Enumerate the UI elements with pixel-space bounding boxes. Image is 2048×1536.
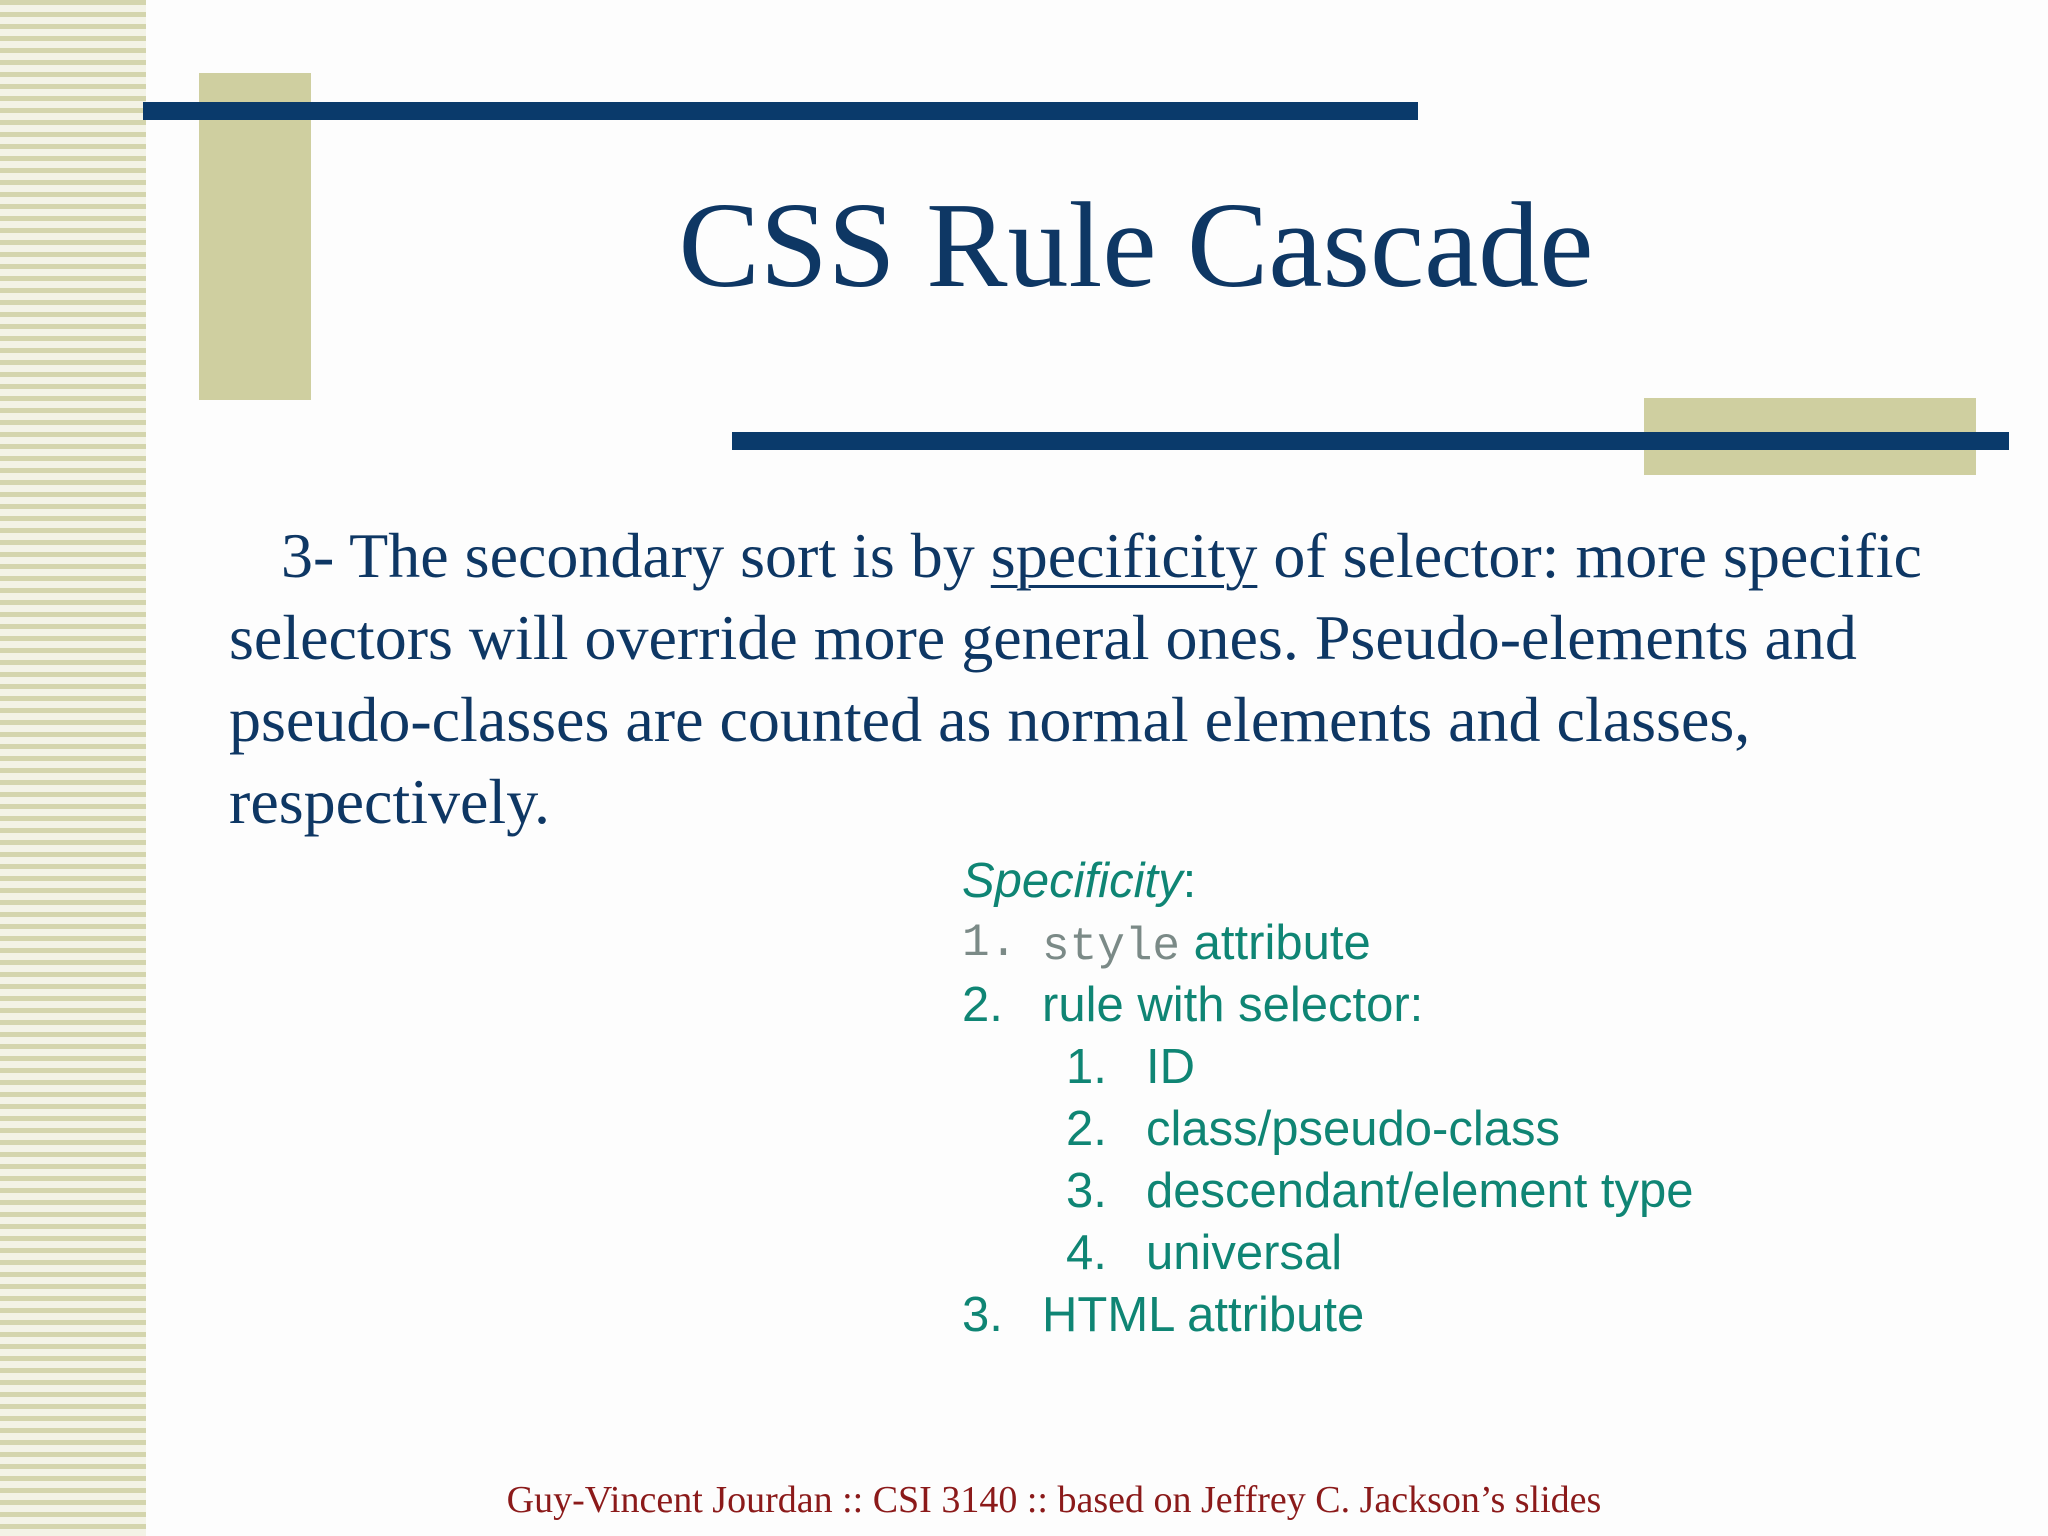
specificity-heading-colon: : [1182, 854, 1197, 908]
specificity-item [962, 1284, 1742, 1346]
body-text-underlined: specificity [990, 520, 1258, 591]
specificity-subitem-text: ID [1146, 1040, 1195, 1094]
body-paragraph [229, 515, 1929, 843]
specificity-subitem [962, 1036, 1742, 1098]
slide-title: CSS Rule Cascade [678, 178, 1594, 313]
specificity-item-text: rule with selector: [1042, 978, 1424, 1032]
specificity-item-number: 3. [962, 1288, 1003, 1342]
specificity-subitem [962, 1222, 1742, 1284]
specificity-item [962, 974, 1742, 1036]
specificity-subitem-number: 3. [1066, 1164, 1107, 1218]
body-text-prefix: 3- The secondary sort is by [281, 520, 991, 591]
specificity-item-text [1042, 912, 1371, 978]
decorative-bar-top [143, 102, 1418, 120]
decorative-block-top-left [199, 73, 311, 400]
specificity-subitem-text: class/pseudo-class [1146, 1102, 1560, 1156]
specificity-item-code: style [1042, 921, 1181, 973]
body-text-suffix: of selector: more specific selectors will override more general ones. Pseudo-elements and pseudo-classes are counted as normal elements and classes, respectively. [229, 520, 1922, 837]
slide-footer: Guy-Vincent Jourdan :: CSI 3140 :: based on Jeffrey C. Jackson’s slides [506, 1479, 1602, 1521]
specificity-subitem-text: universal [1146, 1226, 1343, 1280]
specificity-subitem-number: 2. [1066, 1102, 1107, 1156]
specificity-subitem-text: descendant/element type [1146, 1164, 1694, 1218]
striped-left-border [0, 0, 146, 1536]
decorative-bar-middle [732, 432, 2009, 450]
specificity-subitem-number: 1. [1066, 1040, 1107, 1094]
specificity-heading-label: Specificity [962, 854, 1183, 908]
specificity-subitem [962, 1098, 1742, 1160]
specificity-item-number: 2. [962, 978, 1003, 1032]
specificity-item-label: attribute [1180, 916, 1371, 970]
specificity-item [962, 912, 1742, 974]
specificity-subitem [962, 1160, 1742, 1222]
specificity-heading [962, 850, 1742, 912]
specificity-item-text: HTML attribute [1042, 1288, 1365, 1342]
specificity-subitem-number: 4. [1066, 1226, 1107, 1280]
specificity-list [962, 850, 1742, 1346]
specificity-item-number: 1. [962, 917, 1018, 969]
